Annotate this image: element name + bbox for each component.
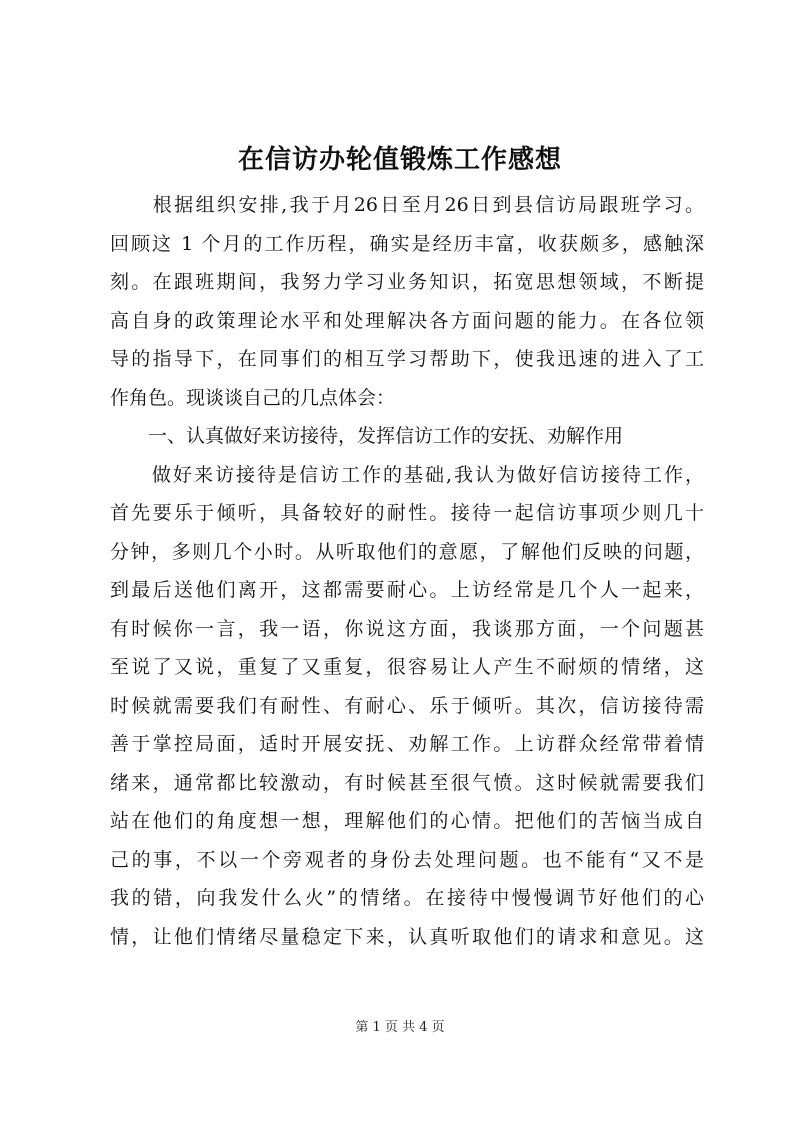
body-line: 有时候你一言，我一语，你说这方面，我谈那方面，一个问题甚 bbox=[110, 617, 704, 640]
body-line: 做好来访接待是信访工作的基础,我认为做好信访接待工作， bbox=[110, 463, 704, 486]
body-line: 己的事，不以一个旁观者的身份去处理问题。也不能有“又不是 bbox=[110, 848, 704, 871]
body-line: 导的指导下，在同事们的相互学习帮助下，使我迅速的进入了工 bbox=[110, 348, 704, 370]
page-number: 第 1 页 共 4 页 bbox=[355, 1020, 445, 1035]
body-line: 情，让他们情绪尽量稳定下来，认真听取他们的请求和意见。这 bbox=[110, 925, 704, 948]
body-line: 善于掌控局面，适时开展安抚、劝解工作。上访群众经常带着情 bbox=[110, 733, 704, 755]
section-heading: 一、认真做好来访接待，发挥信访工作的安抚、劝解作用 bbox=[110, 425, 624, 447]
page-footer bbox=[0, 1018, 800, 1038]
body-line: 首先要乐于倾听，具备较好的耐性。接待一起信访事项少则几十 bbox=[110, 502, 704, 524]
body-line: 作角色。现谈谈自己的几点体会： bbox=[110, 386, 396, 409]
body-line: 至说了又说，重复了又重复，很容易让人产生不耐烦的情绪，这 bbox=[110, 656, 704, 678]
body-line: 绪来，通常都比较激动，有时候甚至很气愤。这时候就需要我们 bbox=[110, 771, 704, 794]
body-line: 时候就需要我们有耐性、有耐心、乐于倾听。其次，信访接待需 bbox=[110, 694, 704, 717]
body-line: 到最后送他们离开，这都需要耐心。上访经常是几个人一起来， bbox=[110, 579, 704, 601]
body-line: 我的错，向我发什么火”的情绪。在接待中慢慢调节好他们的心 bbox=[110, 887, 704, 909]
body-line: 回顾这 1 个月的工作历程，确实是经历丰富，收获颇多，感触深 bbox=[110, 232, 704, 255]
body-line: 根据组织安排,我于月26日至月26日到县信访局跟班学习。 bbox=[110, 194, 704, 216]
body-line: 站在他们的角度想一想，理解他们的心情。把他们的苦恼当成自 bbox=[110, 810, 704, 832]
body-line: 分钟，多则几个小时。从听取他们的意愿，了解他们反映的问题， bbox=[110, 540, 704, 563]
body-line: 高自身的政策理论水平和处理解决各方面问题的能力。在各位领 bbox=[110, 309, 704, 332]
document-body bbox=[110, 186, 704, 956]
document-title: 在信访办轮值锻炼工作感想 bbox=[237, 145, 562, 175]
body-line: 刻。在跟班期间，我努力学习业务知识，拓宽思想领域，不断提 bbox=[110, 271, 704, 293]
